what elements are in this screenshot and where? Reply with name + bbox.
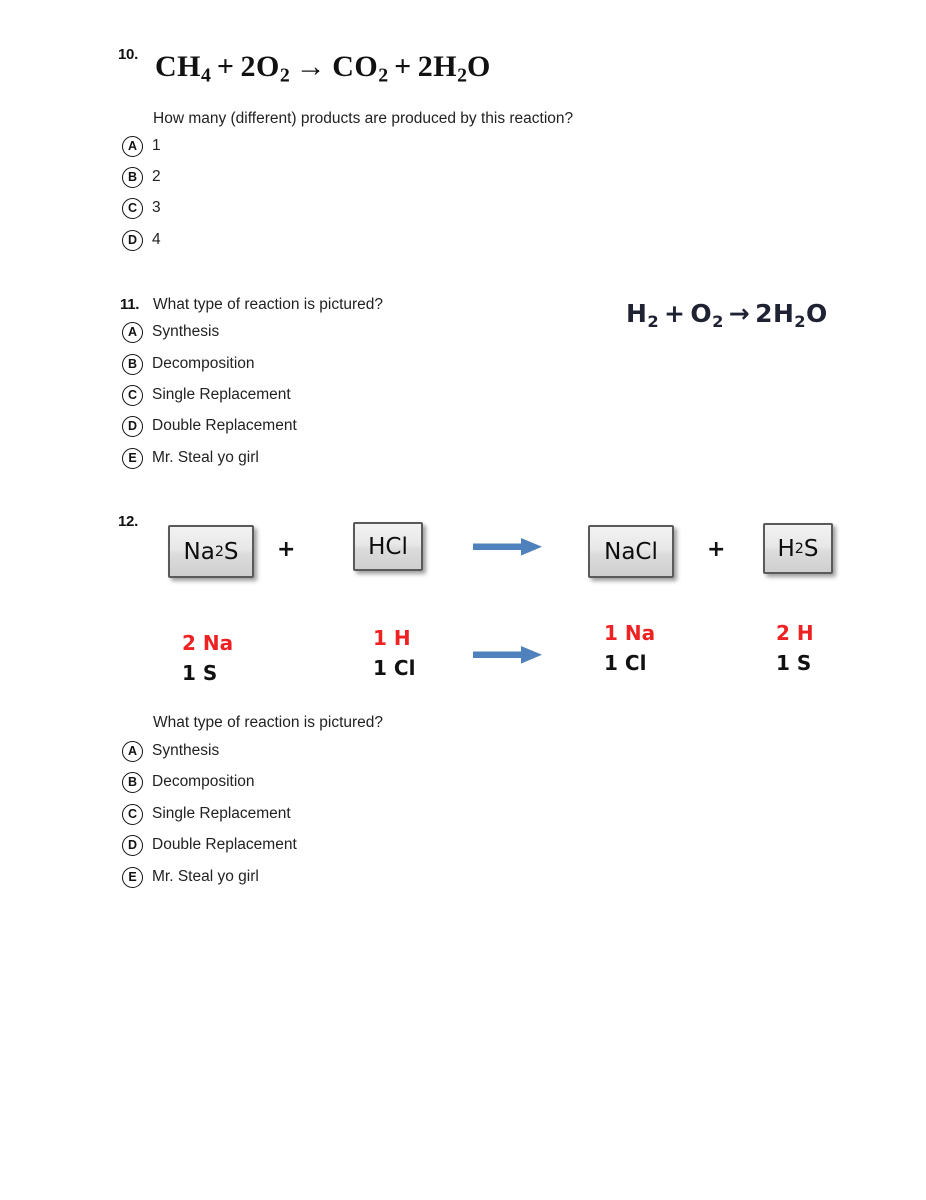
equation-arrow-icon: → bbox=[728, 299, 751, 328]
option-label: Mr. Steal yo girl bbox=[152, 449, 259, 466]
question-11-option-b[interactable] bbox=[122, 353, 255, 375]
tally-element: H bbox=[796, 621, 814, 645]
question-12-option-a[interactable] bbox=[122, 740, 219, 762]
tally-product-h2s bbox=[776, 618, 814, 678]
equation-product-2-subscript: 2 bbox=[457, 64, 467, 87]
tally-count: 1 bbox=[776, 651, 790, 675]
question-11-option-e[interactable] bbox=[122, 447, 259, 469]
question-11-option-c[interactable] bbox=[122, 384, 291, 406]
option-letter-circle: B bbox=[122, 354, 143, 375]
equation-reactant-1: CH bbox=[155, 50, 201, 83]
product-box-h2s bbox=[763, 523, 833, 574]
tally-element: H bbox=[393, 626, 411, 650]
option-label: Single Replacement bbox=[152, 386, 291, 403]
tally-count: 2 bbox=[182, 631, 196, 655]
option-letter-circle: B bbox=[122, 167, 143, 188]
equation-product-2-tail: O bbox=[466, 50, 491, 83]
option-label: Decomposition bbox=[152, 355, 255, 372]
reaction-arrow-top-icon bbox=[473, 535, 543, 559]
tally-count: 1 bbox=[373, 626, 387, 650]
tally-element: Na bbox=[202, 631, 234, 655]
option-label: 4 bbox=[152, 231, 161, 248]
equation-plus-1: + bbox=[664, 299, 686, 328]
formula-tail: S bbox=[803, 535, 819, 562]
question-10-prompt: How many (different) products are produced by this reaction? bbox=[153, 110, 574, 127]
option-letter-circle: D bbox=[122, 230, 143, 251]
tally-element: Na bbox=[624, 621, 656, 645]
question-12-option-b[interactable] bbox=[122, 771, 255, 793]
equation-reactant-2-subscript: 2 bbox=[712, 311, 724, 331]
formula-text: Na bbox=[183, 538, 215, 565]
question-11-equation bbox=[626, 299, 828, 331]
equation-product-subscript: 2 bbox=[794, 311, 806, 331]
equation-product: H bbox=[772, 299, 795, 328]
question-10-option-b[interactable] bbox=[122, 166, 161, 188]
tally-count: 2 bbox=[776, 621, 790, 645]
question-12-number: 12. bbox=[118, 513, 138, 530]
product-box-nacl bbox=[588, 525, 674, 578]
question-10-option-a[interactable] bbox=[122, 135, 161, 157]
question-10-option-c[interactable] bbox=[122, 197, 161, 219]
equation-plus-2: + bbox=[394, 50, 412, 83]
equation-product-coefficient: 2 bbox=[755, 299, 773, 328]
question-11-option-d[interactable] bbox=[122, 415, 297, 437]
option-letter-circle: D bbox=[122, 835, 143, 856]
reactant-box-na2s bbox=[168, 525, 254, 578]
question-10-option-d[interactable] bbox=[122, 229, 161, 251]
option-letter-circle: A bbox=[122, 322, 143, 343]
reactant-box-hcl bbox=[353, 522, 423, 571]
tally-line bbox=[182, 658, 233, 688]
diagram-plus-products: + bbox=[707, 537, 726, 562]
equation-product-2-coefficient: 2 bbox=[417, 50, 434, 83]
tally-reactant-hcl bbox=[373, 623, 415, 683]
question-10-number: 10. bbox=[118, 46, 138, 63]
formula-text: NaCl bbox=[604, 538, 658, 565]
option-letter-circle: A bbox=[122, 136, 143, 157]
equation-reactant-1: H bbox=[626, 299, 648, 328]
equation-product-1-subscript: 2 bbox=[378, 64, 389, 87]
formula-text: HCl bbox=[368, 533, 408, 560]
equation-reactant-2: O bbox=[690, 299, 713, 328]
option-label: 1 bbox=[152, 137, 161, 154]
question-12-option-c[interactable] bbox=[122, 803, 291, 825]
tally-line bbox=[373, 653, 415, 683]
option-label: Double Replacement bbox=[152, 836, 297, 853]
formula-text: H bbox=[777, 535, 795, 562]
equation-reactant-1-subscript: 4 bbox=[201, 64, 211, 87]
tally-line bbox=[182, 628, 233, 658]
tally-line bbox=[604, 648, 655, 678]
tally-line bbox=[604, 618, 655, 648]
option-letter-circle: C bbox=[122, 804, 143, 825]
option-label: Mr. Steal yo girl bbox=[152, 868, 259, 885]
question-12-prompt: What type of reaction is pictured? bbox=[153, 714, 384, 731]
option-label: Double Replacement bbox=[152, 417, 297, 434]
question-11-option-a[interactable] bbox=[122, 321, 219, 343]
option-letter-circle: C bbox=[122, 198, 143, 219]
formula-tail: S bbox=[223, 538, 239, 565]
tally-element: S bbox=[202, 661, 218, 685]
option-letter-circle: E bbox=[122, 867, 143, 888]
formula-subscript: 2 bbox=[794, 540, 804, 557]
tally-element: S bbox=[796, 651, 812, 675]
question-12-option-e[interactable] bbox=[122, 866, 259, 888]
equation-product-tail: O bbox=[805, 299, 828, 328]
option-label: Synthesis bbox=[152, 323, 220, 340]
equation-product-2: H bbox=[433, 50, 458, 83]
option-letter-circle: B bbox=[122, 772, 143, 793]
reaction-arrow-bottom-icon bbox=[473, 643, 543, 667]
equation-reactant-2-subscript: 2 bbox=[279, 64, 290, 87]
equation-reactant-2: O bbox=[256, 50, 280, 83]
equation-plus-1: + bbox=[216, 50, 235, 83]
diagram-plus-reactants: + bbox=[277, 537, 296, 562]
tally-count: 1 bbox=[604, 621, 618, 645]
tally-element: Cl bbox=[624, 651, 647, 675]
equation-reactant-2-coefficient: 2 bbox=[240, 50, 256, 83]
tally-count: 1 bbox=[604, 651, 618, 675]
tally-count: 1 bbox=[373, 656, 387, 680]
formula-subscript: 2 bbox=[214, 543, 224, 560]
option-label: 3 bbox=[152, 199, 161, 216]
equation-product-1: CO bbox=[332, 50, 379, 83]
tally-line bbox=[776, 618, 814, 648]
option-label: Synthesis bbox=[152, 742, 220, 759]
equation-arrow-icon: → bbox=[295, 50, 327, 83]
question-11-number: 11. bbox=[120, 296, 140, 313]
tally-element: Cl bbox=[393, 656, 416, 680]
option-label: Decomposition bbox=[152, 773, 255, 790]
option-letter-circle: A bbox=[122, 741, 143, 762]
tally-line bbox=[373, 623, 415, 653]
option-letter-circle: E bbox=[122, 448, 143, 469]
option-letter-circle: C bbox=[122, 385, 143, 406]
tally-product-nacl bbox=[604, 618, 655, 678]
tally-count: 1 bbox=[182, 661, 196, 685]
question-10-equation bbox=[155, 50, 491, 88]
option-label: Single Replacement bbox=[152, 805, 291, 822]
option-letter-circle: D bbox=[122, 416, 143, 437]
question-11-prompt: What type of reaction is pictured? bbox=[153, 296, 384, 313]
tally-line bbox=[776, 648, 814, 678]
equation-reactant-1-subscript: 2 bbox=[647, 311, 660, 331]
question-12-option-d[interactable] bbox=[122, 834, 297, 856]
option-label: 2 bbox=[152, 168, 161, 185]
tally-reactant-na2s bbox=[182, 628, 233, 688]
